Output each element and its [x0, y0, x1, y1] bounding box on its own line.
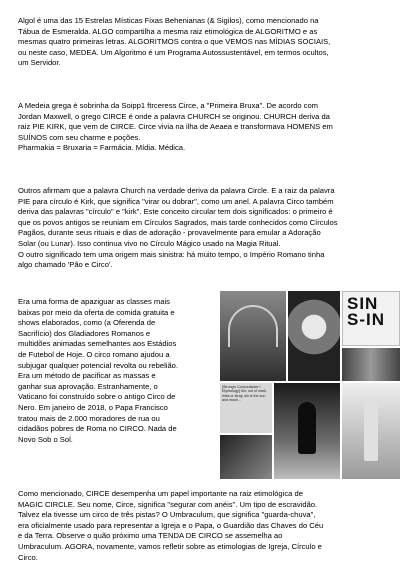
text-line: Umbraculum. AGORA, novamente, vamos refletir sobre as etimologias de Igreja, Círculo e	[18, 541, 322, 551]
text-line: tratou mais de 2.000 moradores de rua ou	[18, 413, 160, 423]
text-line: Pagãos, durante seus rituais e dias de adoração - provavelmente para emular a Adoração	[18, 228, 321, 238]
text-line: algo chamado 'Pão e Circo'.	[18, 260, 113, 270]
sin-label: SIN S-IN	[347, 294, 385, 329]
figure-silhouette	[298, 402, 316, 454]
text-line: Vaticano foi construído sobre o antigo Circo de	[18, 392, 176, 402]
text-line: Algol é uma das 15 Estrelas Místicas Fixas Behenianas (& Sigilos), como mencionado na	[18, 16, 319, 25]
text-line: mesmas quatro primeiras letras. ALGORITMOS contra o que VEMOS nas MÍDIAS SOCIAIS,	[18, 37, 331, 47]
text-line: cidadãos pobres de Roma no CIRCO. Nada de	[18, 424, 177, 434]
paragraph-church-circle	[18, 186, 398, 271]
text-line: MAGIC CIRCLE. Seu nome, Circe, significa "segurar com anéis". Um tipo de escravidão.	[18, 499, 318, 509]
text-line: de Futebol de Hoje. O circo romano ajudou a	[18, 349, 170, 359]
paragraph-medeia	[18, 101, 398, 154]
text-line: Como mencionado, CIRCE desempenha um papel importante na raiz etimológica de	[18, 489, 303, 498]
text-line: subjugar qualquer potencial revolta ou rebelião.	[18, 360, 178, 370]
text-line: SUÍNOS com seu charme e poções.	[18, 132, 141, 142]
text-line: era oficialmente usado para representar a Igreja e o Papa, o Guardião das Chaves do Céu	[18, 520, 324, 530]
text-line: e da Terra. Observe o quão próximo uma TENDA DE CIRCO se assemelha ao	[18, 531, 283, 541]
text-line: Novo Sob o Sol.	[18, 434, 73, 444]
text-line: raiz PIE KIRK, que vem de CIRCE. Circe vivia na ilha de Aeaea e transformava HOMENS em	[18, 122, 333, 132]
arch-shape	[228, 305, 278, 347]
text-line: PIE para círculo é Kirk, que significa "virar ou dobrar", como um anel. A palavra Circo também	[18, 196, 334, 206]
text-line: Era uma forma de apaziguar as classes mais	[18, 297, 170, 306]
collage-tile-dark-band	[342, 348, 400, 381]
text-line: Jordan Maxwell, o grego CIRCE é onde a palavra CHURCH se originou. CHURCH deriva da	[18, 111, 330, 121]
text-line: shows elaborados, como (a Oferenda de	[18, 318, 156, 328]
paragraph-algol	[18, 16, 398, 69]
text-line: Sacrifício) dos Gladiadores Romanos e	[18, 328, 151, 338]
bottle-shape	[364, 401, 378, 461]
text-line: A Medeia grega é sobrinha da Soipp1 ftrceress Circe, a "Primeira Bruxa". De acordo com	[18, 101, 319, 110]
paragraph-roman-circus	[18, 297, 208, 445]
text-line: Era um método de pacificar as massas e	[18, 371, 156, 381]
text-line: deriva das palavras "círculo" e "kirk". Este conceito circular tem dois significados: o primeiro é	[18, 207, 333, 217]
text-line: Talvez ela tivesse um circo de três pistas? O Umbraculum, que significa "guarda-chuva",	[18, 510, 316, 520]
text-line: ganhar sua aprovação. Estranhamente, o	[18, 381, 158, 391]
image-collage	[220, 291, 400, 479]
concordance-caption: [Strong's Concordance / Etymology] Sin: out of mark, miss or stray; sin is the sun and moon...	[222, 385, 267, 403]
collage-tile-circle-ritual	[288, 291, 340, 381]
text-line: O outro significado tem uma origem mais sinistra: há muito tempo, o Império Romano tinha	[18, 249, 325, 259]
text-line: que os povos antigos se reuniam em Círculos Sagrados, mais tarde conhecidos como Círculos	[18, 217, 338, 227]
paragraph-magic-circle	[18, 489, 398, 563]
text-line: ou neste caso, MEDEA. Um Algoritmo é um Programa Autossustentável, em termos ocultos,	[18, 47, 329, 57]
collage-tile-sin-text	[342, 291, 400, 346]
text-line: Tábua de Esmeralda. ALGO compartilha a mesma raiz etimológica de ALGORITMO e as	[18, 26, 318, 36]
collage-tile-figure	[274, 383, 340, 479]
text-line: Solar (ou Lunar). Isso continua vivo no Círculo Mágico usado na Magia Ritual.	[18, 238, 281, 248]
collage-tile-concordance	[220, 383, 272, 433]
text-line: Outros afirmam que a palavra Church na verdade deriva da palavra Circle. E a raiz da palavra	[18, 186, 335, 195]
collage-tile-circus-scene	[220, 291, 286, 381]
text-line: Nero. Em janeiro de 2018, o Papa Francisco	[18, 402, 168, 412]
text-line: Circo.	[18, 552, 38, 562]
text-line: multidões animadas semelhantes aos Estádios	[18, 339, 177, 349]
collage-tile-shadow	[220, 435, 272, 479]
text-line: Pharmakia = Bruxaria = Farmácia. Mídia. Médica.	[18, 143, 186, 153]
text-line: um Servidor.	[18, 58, 61, 68]
collage-tile-bottle	[342, 383, 400, 479]
text-line: baixas por meio da oferta de comida gratuita e	[18, 307, 175, 317]
